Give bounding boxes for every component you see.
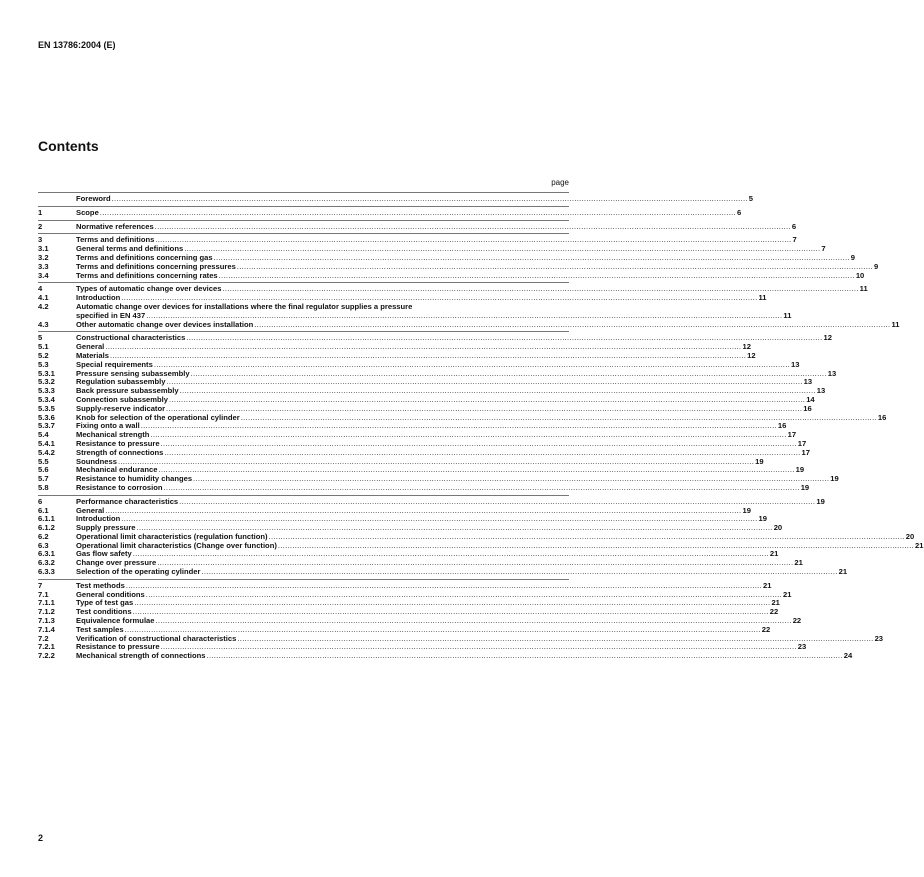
toc-entry-page: 6 (791, 221, 797, 231)
toc-entry-page: 13 (816, 386, 826, 396)
toc-entry-number: 3 (38, 235, 43, 245)
toc-entry-number: 7.1.3 (38, 616, 55, 626)
toc-entry-title: Terms and definitions (76, 235, 155, 245)
toc-entry-title: Supply-reserve indicator (76, 403, 166, 413)
toc-entry-title: Special requirements (76, 359, 153, 369)
toc-entry-title: Resistance to pressure (76, 642, 160, 652)
toc-entry-page: 6 (736, 207, 742, 217)
toc-entry-number: 3.2 (38, 252, 49, 262)
toc-entry-number: 7.1.2 (38, 607, 55, 617)
toc-entry-page: 22 (769, 607, 779, 617)
toc-entry-page: 20 (773, 523, 783, 533)
toc-entry-number: 4.3 (38, 319, 49, 329)
toc-entry-title: General (76, 342, 105, 352)
toc-entry-number: 5.6 (38, 465, 49, 475)
toc-entry-title: Scope (76, 207, 99, 217)
toc-entry-page: 12 (823, 333, 832, 343)
toc-entry-number: 5 (38, 333, 43, 343)
toc-entry-number: 4 (38, 284, 43, 294)
toc-entry-page: 11 (758, 293, 767, 303)
toc-section (38, 495, 924, 577)
toc-entry-number: 5.3.6 (38, 412, 55, 422)
toc-entry-title: Resistance to pressure (76, 438, 160, 448)
toc-entry-page: 21 (794, 558, 803, 568)
toc-entry-number: 5.4.2 (38, 447, 55, 457)
toc-entry-title-continued: specified in EN 437 (76, 310, 146, 320)
toc-entry-title: Materials (76, 350, 109, 360)
toc-entry-number: 2 (38, 221, 43, 231)
toc-entry-number: 3.1 (38, 244, 49, 254)
toc-entry-page: 19 (830, 474, 839, 484)
toc-entry-title: Verification of constructional characteristics (76, 633, 237, 643)
toc-entry-number: 3.3 (38, 261, 49, 271)
toc-entry-page: 23 (874, 633, 884, 643)
toc-entry[interactable] (38, 319, 900, 330)
toc-entry[interactable] (38, 207, 742, 218)
dot-leader (207, 652, 843, 661)
toc-entry-title: Terms and definitions concerning pressures (76, 261, 236, 271)
toc-entry-number: 5.4 (38, 430, 49, 440)
toc-entry-title: Mechanical strength (76, 430, 150, 440)
toc-entry-page: 19 (755, 456, 764, 466)
toc-entry-page: 17 (801, 447, 810, 457)
toc-entry[interactable] (38, 567, 848, 577)
toc-section (38, 220, 797, 232)
toc-entry-title: Mechanical endurance (76, 465, 158, 475)
toc-entry-page: 11 (783, 310, 792, 320)
toc-entry-number: 6.1.1 (38, 514, 55, 524)
toc-entry-page: 12 (742, 342, 751, 352)
toc-entry-title: Soundness (76, 456, 117, 466)
toc-entry-number: 6 (38, 496, 43, 506)
toc-section (38, 192, 754, 204)
toc-entry-title: Operational limit characteristics (Change over function) (76, 540, 277, 550)
toc-entry-number: 5.3.7 (38, 421, 55, 431)
toc-entry-number: 7.1.1 (38, 598, 55, 608)
toc-entry[interactable] (38, 194, 754, 204)
toc-entry-number: 6.3.1 (38, 549, 55, 559)
toc-entry[interactable] (38, 651, 853, 661)
dot-leader (112, 195, 748, 204)
toc-entry-number: 6.1.2 (38, 523, 55, 533)
toc-entry[interactable] (38, 482, 810, 493)
toc-section (38, 206, 742, 218)
toc-entry-page: 21 (838, 567, 848, 577)
toc-entry-title: Strength of connections (76, 447, 164, 457)
dot-leader (100, 209, 736, 218)
toc-entry-number: 7.2.2 (38, 651, 55, 661)
toc-entry-title: Foreword (76, 194, 111, 203)
toc-entry[interactable] (38, 221, 797, 232)
dot-leader (254, 321, 890, 330)
toc-entry-number: 5.7 (38, 474, 49, 484)
toc-entry-title: Terms and definitions concerning rates (76, 270, 218, 280)
toc-entry-title: Pressure sensing subassembly (76, 368, 190, 378)
toc-entry-page: 7 (792, 235, 797, 245)
toc-entry-title: Gas flow safety (76, 549, 132, 559)
toc-entry-number: 5.3 (38, 359, 49, 369)
toc-entry-page: 16 (777, 421, 787, 431)
toc-entry-title: Resistance to humidity changes (76, 474, 193, 484)
toc-entry-title: Selection of the operating cylinder (76, 567, 201, 577)
toc-entry-page: 12 (747, 350, 756, 360)
toc-entry-page: 19 (816, 496, 825, 506)
toc-entry-number: 7.1 (38, 589, 49, 599)
toc-entry-page: 20 (905, 531, 915, 541)
toc-entry-page: 19 (742, 505, 751, 515)
toc-entry-title: Types of automatic change over devices (76, 284, 222, 294)
toc-entry-page: 5 (748, 194, 754, 203)
toc-entry-title: Knob for selection of the operational cylinder (76, 412, 240, 422)
toc-entry-number: 5.3.4 (38, 394, 55, 404)
toc-entry-number: 7.2.1 (38, 642, 55, 652)
toc-section (38, 233, 879, 280)
toc-section (38, 579, 884, 661)
toc-entry-number: 6.1 (38, 505, 49, 515)
toc-entry-number: 5.4.1 (38, 438, 55, 448)
toc-entry-page: 10 (855, 270, 865, 280)
toc-entry-page: 17 (797, 438, 807, 448)
page-column-label: page (551, 178, 569, 187)
toc-entry-title: General terms and definitions (76, 244, 184, 254)
toc-section (38, 282, 900, 329)
page-number: 2 (38, 833, 44, 843)
toc-entry-title: Type of test gas (76, 598, 134, 608)
toc-entry-title: Equivalence formulae (76, 616, 155, 626)
toc-entry-title: Regulation subassembly (76, 377, 166, 387)
toc-entry-page: 14 (806, 394, 815, 404)
toc-entry-page: 21 (915, 540, 924, 550)
toc-entry-title: Mechanical strength of connections (76, 651, 206, 661)
toc-entry-page: 16 (877, 412, 887, 422)
toc-entry-number: 6.3 (38, 540, 49, 550)
toc-entry-title: Test samples (76, 624, 124, 634)
toc-entry-title: Constructional characteristics (76, 333, 186, 343)
toc-entry-title: Resistance to corrosion (76, 482, 163, 492)
toc-entry-number: 7.1.4 (38, 624, 55, 634)
table-of-contents (38, 192, 924, 663)
toc-entry-title: Fixing onto a wall (76, 421, 140, 431)
toc-entry-title: Operational limit characteristics (regulation function) (76, 531, 268, 541)
toc-entry-page: 23 (797, 642, 807, 652)
toc-entry-number: 4.1 (38, 293, 49, 303)
toc-entry-number: 6.2 (38, 531, 49, 541)
toc-entry-title: Performance characteristics (76, 496, 179, 506)
toc-entry-page: 13 (803, 377, 813, 387)
page-title: Contents (38, 138, 99, 154)
toc-entry-number: 4.2 (38, 301, 49, 311)
toc-entry-title: Test conditions (76, 607, 132, 617)
toc-entry-title: Connection subassembly (76, 394, 168, 404)
toc-entry-title: Automatic change over devices for installations where the final regulator supplies a pressure (76, 301, 413, 311)
toc-entry-number: 6.3.2 (38, 558, 55, 568)
toc-entry-page: 16 (803, 403, 812, 413)
toc-entry-number: 5.3.5 (38, 403, 55, 413)
toc-entry[interactable] (38, 270, 865, 281)
dot-leader (155, 223, 791, 232)
toc-entry-page: 13 (791, 359, 800, 369)
toc-entry-page: 19 (800, 482, 810, 492)
toc-entry-title: Change over pressure (76, 558, 157, 568)
toc-entry-number: 5.3.3 (38, 386, 55, 396)
toc-entry-page: 9 (873, 261, 879, 271)
toc-entry-title: Other automatic change over devices installation (76, 319, 254, 329)
toc-entry-page: 24 (843, 651, 853, 661)
toc-entry-page: 11 (891, 319, 900, 329)
toc-entry-page: 7 (821, 244, 826, 254)
toc-entry-number: 7 (38, 580, 43, 590)
toc-entry-title: Introduction (76, 293, 121, 303)
toc-entry-number: 5.5 (38, 456, 49, 466)
toc-entry-page: 13 (827, 368, 837, 378)
toc-entry-number: 5.8 (38, 482, 49, 492)
toc-entry-number: 5.3.2 (38, 377, 55, 387)
toc-entry-number: 7.2 (38, 633, 49, 643)
toc-section (38, 331, 887, 492)
toc-entry-page: 21 (763, 580, 772, 590)
toc-entry-page: 9 (850, 252, 855, 262)
dot-leader (201, 568, 837, 577)
toc-entry-page: 21 (782, 589, 792, 599)
toc-entry-page: 22 (792, 616, 802, 626)
toc-entry-page: 19 (758, 514, 767, 524)
toc-entry-title: Back pressure subassembly (76, 386, 179, 396)
toc-entry-number: 5.1 (38, 342, 49, 352)
toc-entry-title: Normative references (76, 221, 154, 231)
toc-entry-number: 5.2 (38, 350, 49, 360)
toc-entry-title: General (76, 505, 105, 515)
toc-entry-page: 17 (787, 430, 797, 440)
toc-entry-number: 5.3.1 (38, 368, 55, 378)
dot-leader (219, 272, 855, 281)
toc-entry-title: Terms and definitions concerning gas (76, 252, 213, 262)
toc-entry-number: 3.4 (38, 270, 49, 280)
toc-entry-number: 1 (38, 207, 43, 217)
toc-entry-page: 11 (859, 284, 868, 294)
toc-entry-title: Supply pressure (76, 523, 136, 533)
toc-entry-page: 21 (771, 598, 780, 608)
toc-entry-page: 22 (761, 624, 771, 634)
toc-entry-page: 19 (795, 465, 805, 475)
toc-entry-title: Introduction (76, 514, 121, 524)
toc-entry-page: 21 (769, 549, 779, 559)
dot-leader (164, 484, 800, 493)
toc-entry-number: 6.3.3 (38, 567, 55, 577)
toc-entry-title: Test methods (76, 580, 125, 590)
document-id: EN 13786:2004 (E) (38, 40, 116, 50)
toc-entry-title: General conditions (76, 589, 145, 599)
